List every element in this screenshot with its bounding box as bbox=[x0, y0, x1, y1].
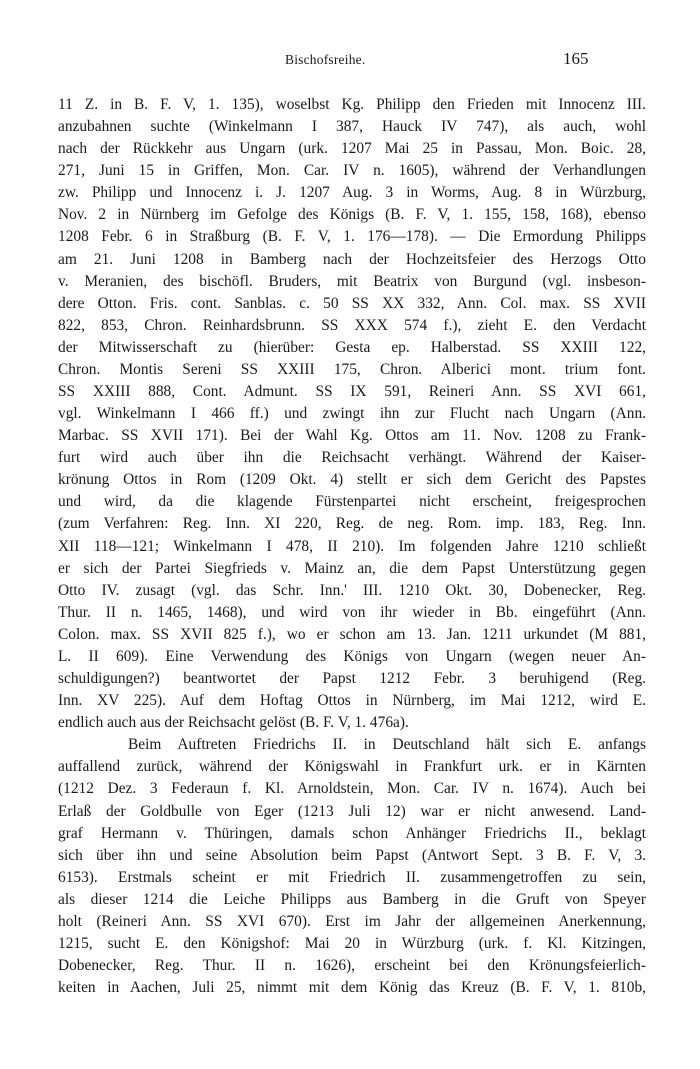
text-line: zw. Philipp und Innocenz i. J. 1207 Aug. 3 in Worms, Aug. 8 in Würzburg, bbox=[58, 184, 646, 202]
text-line: Colon. max. SS XVII 825 f.), wo er schon am 13. Jan. 1211 urkundet (M 881, bbox=[58, 625, 646, 643]
text-line: Thur. II n. 1465, 1468), und wird von ihr wieder in Bb. eingeführt (Ann. bbox=[58, 603, 646, 621]
text-line: 271, Juni 15 in Griffen, Mon. Car. IV n. 1605), während der Verhandlungen bbox=[58, 162, 646, 180]
text-line: Chron. Montis Sereni SS XXIII 175, Chron. Alberici mont. trium font. bbox=[58, 360, 646, 378]
text-line: am 21. Juni 1208 in Bamberg nach der Hochzeitsfeier des Herzogs Otto bbox=[58, 250, 646, 268]
text-line: SS XXIII 888, Cont. Admunt. SS IX 591, Reineri Ann. SS XVI 661, bbox=[58, 383, 646, 401]
text-line: als dieser 1214 die Leiche Philipps aus Bamberg in die Gruft von Speyer bbox=[58, 890, 646, 908]
text-line: der Mitwisserschaft zu (hierüber: Gesta ep. Halberstad. SS XXIII 122, bbox=[58, 338, 646, 356]
text-line: vgl. Winkelmann I 466 ff.) und zwingt ihn zur Flucht nach Ungarn (Ann. bbox=[58, 405, 646, 423]
text-line: Nov. 2 in Nürnberg im Gefolge des Königs (B. F. V, 1. 155, 158, 168), ebenso bbox=[58, 206, 646, 224]
text-line: auffallend zurück, während der Königswahl in Frankfurt urk. er in Kärnten bbox=[58, 758, 646, 776]
text-line: Beim Auftreten Friedrichs II. in Deutschland hält sich E. anfangs bbox=[128, 736, 646, 754]
text-line: 1215, sucht E. den Königshof: Mai 20 in Würzburg (urk. f. Kl. Kitzingen, bbox=[58, 934, 646, 952]
text-line: XII 118—121; Winkelmann I 478, II 210). Im folgenden Jahre 1210 schließt bbox=[58, 537, 646, 555]
text-line: Otto IV. zusagt (vgl. das Schr. Inn.' III. 1210 Okt. 30, Dobenecker, Reg. bbox=[58, 581, 646, 599]
text-line: schuldigungen?) beantwortet der Papst 1212 Febr. 3 beruhigend (Reg. bbox=[58, 670, 646, 688]
text-line: (zum Verfahren: Reg. Inn. XI 220, Reg. de neg. Rom. imp. 183, Reg. Inn. bbox=[58, 515, 646, 533]
running-head: Bischofsreihe. bbox=[285, 52, 366, 67]
text-line: dere Otton. Fris. cont. Sanblas. c. 50 SS XX 332, Ann. Col. max. SS XVII bbox=[58, 294, 646, 312]
text-line: er sich der Partei Siegfrieds v. Mainz an, die dem Papst Unterstützung gegen bbox=[58, 559, 646, 577]
text-line: und wird, da die klagende Fürstenpartei nicht erscheint, freigesprochen bbox=[58, 493, 646, 511]
body-text bbox=[58, 94, 646, 999]
text-line: endlich auch aus der Reichsacht gelöst (B. F. V, 1. 476a). bbox=[58, 714, 409, 732]
text-line: (1212 Dez. 3 Federaun f. Kl. Arnoldstein, Mon. Car. IV n. 1674). Auch bei bbox=[58, 780, 646, 798]
text-line: Inn. XV 225). Auf dem Hoftag Ottos in Nürnberg, im Mai 1212, wird E. bbox=[58, 692, 646, 710]
text-line: holt (Reineri Ann. SS XVI 670). Erst im Jahr der allgemeinen Anerkennung, bbox=[58, 912, 646, 930]
page-number: 165 bbox=[563, 49, 589, 68]
text-line: anzubahnen suchte (Winkelmann I 387, Hauck IV 747), als auch, wohl bbox=[58, 118, 646, 136]
text-line: sich über ihn und seine Absolution beim Papst (Antwort Sept. 3 B. F. V, 3. bbox=[58, 846, 646, 864]
text-line: 6153). Erstmals scheint er mit Friedrich II. zusammengetroffen zu sein, bbox=[58, 868, 646, 886]
text-line: 11 Z. in B. F. V, 1. 135), woselbst Kg. Philipp den Frieden mit Innocenz III. bbox=[58, 96, 646, 113]
text-line: 1208 Febr. 6 in Straßburg (B. F. V, 1. 176—178). — Die Ermordung Philipps bbox=[58, 228, 646, 246]
text-line: v. Meranien, des bischöfl. Bruders, mit Beatrix von Burgund (vgl. insbeson- bbox=[58, 272, 646, 290]
text-line: Dobenecker, Reg. Thur. II n. 1626), erscheint bei den Krönungsfeierlich- bbox=[58, 957, 646, 975]
text-line: krönung Ottos in Rom (1209 Okt. 4) stellt er sich dem Gericht des Papstes bbox=[58, 471, 646, 489]
text-line: 822, 853, Chron. Reinhardsbrunn. SS XXX 574 f.), zieht E. den Verdacht bbox=[58, 316, 646, 334]
text-line: Erlaß der Goldbulle von Eger (1213 Juli 12) war er nicht anwesend. Land- bbox=[58, 802, 646, 820]
text-line: furt wird auch über ihn die Reichsacht verhängt. Während der Kaiser- bbox=[58, 449, 646, 467]
text-line: nach der Rückkehr aus Ungarn (urk. 1207 Mai 25 in Passau, Mon. Boic. 28, bbox=[58, 140, 646, 158]
text-line: graf Hermann v. Thüringen, damals schon Anhänger Friedrichs II., beklagt bbox=[58, 824, 646, 842]
text-line: Marbac. SS XVII 171). Bei der Wahl Kg. Ottos am 11. Nov. 1208 zu Frank- bbox=[58, 427, 646, 445]
text-line: keiten in Aachen, Juli 25, nimmt mit dem König das Kreuz (B. F. V, 1. 810b, bbox=[58, 979, 646, 997]
text-line: L. II 609). Eine Verwendung des Königs von Ungarn (wegen neuer An- bbox=[58, 647, 646, 665]
